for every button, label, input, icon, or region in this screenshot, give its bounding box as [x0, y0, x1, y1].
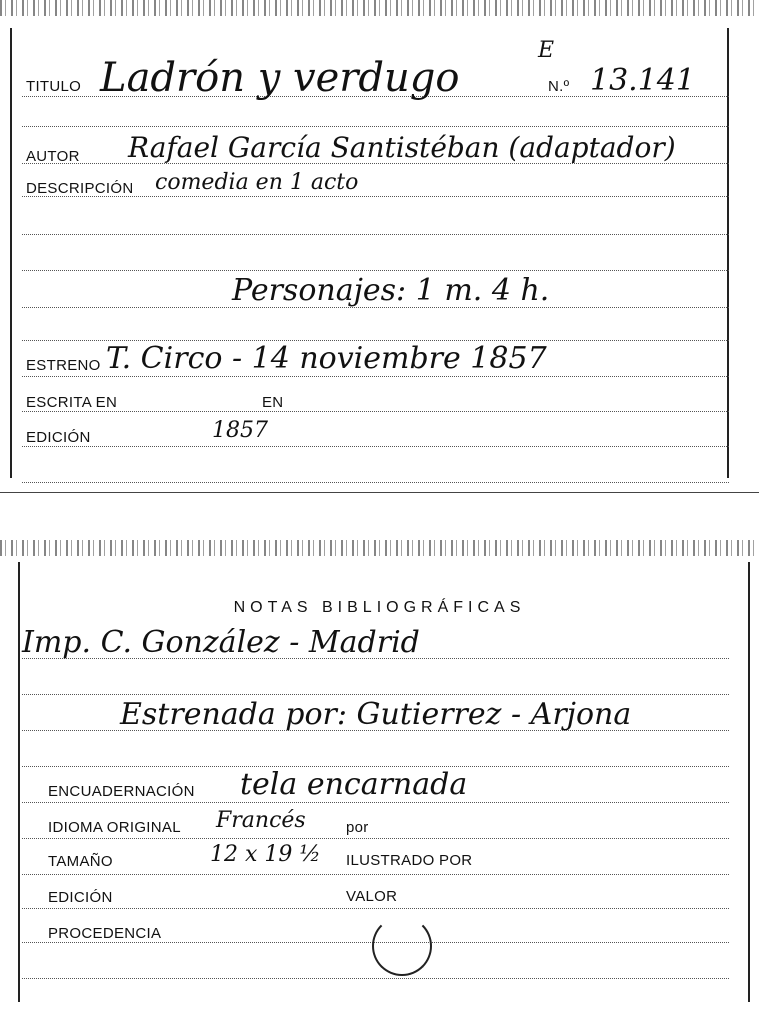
- catalog-card-top: [0, 0, 759, 505]
- estreno-label: ESTRENO: [26, 357, 101, 374]
- dotted-line: [22, 411, 729, 412]
- edicion-label-2: EDICIÓN: [48, 889, 113, 906]
- note-line-2: Estrenada por: Gutierrez - Arjona: [120, 697, 632, 732]
- personajes-value: Personajes: 1 m. 4 h.: [232, 273, 550, 308]
- edicion-label: EDICIÓN: [26, 429, 91, 446]
- descripcion-value: comedia en 1 acto: [155, 170, 359, 195]
- catalog-card-bottom: [0, 540, 759, 1028]
- titulo-label: TITULO: [26, 78, 82, 95]
- encuadernacion-value: tela encarnada: [240, 767, 468, 802]
- dotted-line: [22, 376, 729, 377]
- notas-heading: NOTAS BIBLIOGRÁFICAS: [233, 599, 526, 616]
- valor-label: VALOR: [346, 888, 398, 905]
- edicion-value: 1857: [212, 418, 268, 443]
- por-label: por: [346, 819, 369, 836]
- descripcion-label: DESCRIPCIÓN: [26, 180, 134, 197]
- corner-mark: E: [538, 38, 555, 63]
- dotted-line: [22, 802, 729, 803]
- tamano-value: 12 x 19 ½: [210, 842, 321, 867]
- scan-edge-noise: [0, 540, 759, 556]
- dotted-line: [22, 908, 729, 909]
- dotted-line: [22, 694, 729, 695]
- tamano-label: TAMAÑO: [48, 853, 113, 870]
- idioma-value: Francés: [216, 808, 306, 833]
- estreno-value: T. Circo - 14 noviembre 1857: [106, 341, 547, 376]
- dotted-line: [22, 126, 729, 127]
- dotted-line: [22, 482, 729, 483]
- titulo-value: Ladrón y verdugo: [100, 55, 460, 101]
- card-cut-line: [0, 492, 759, 493]
- note-line-1: Imp. C. González - Madrid: [22, 625, 420, 660]
- ilustrado-label: ILUSTRADO POR: [346, 852, 473, 869]
- scan-edge-noise: [0, 0, 759, 16]
- autor-label: AUTOR: [26, 148, 80, 165]
- numero-label: N.º: [548, 78, 570, 95]
- dotted-line: [22, 874, 729, 875]
- en-label: EN: [262, 394, 284, 411]
- pencil-circle-mark: [372, 916, 432, 976]
- dotted-line: [22, 234, 729, 235]
- dotted-line: [22, 446, 729, 447]
- dotted-line: [22, 978, 729, 979]
- numero-value: 13.141: [590, 63, 695, 98]
- dotted-line: [22, 838, 729, 839]
- escrita-en-label: ESCRITA EN: [26, 394, 118, 411]
- encuadernacion-label: ENCUADERNACIÓN: [48, 783, 195, 800]
- idioma-label: IDIOMA ORIGINAL: [48, 819, 181, 836]
- autor-value: Rafael García Santistéban (adaptador): [128, 131, 676, 164]
- dotted-line: [22, 270, 729, 271]
- procedencia-label: PROCEDENCIA: [48, 925, 162, 942]
